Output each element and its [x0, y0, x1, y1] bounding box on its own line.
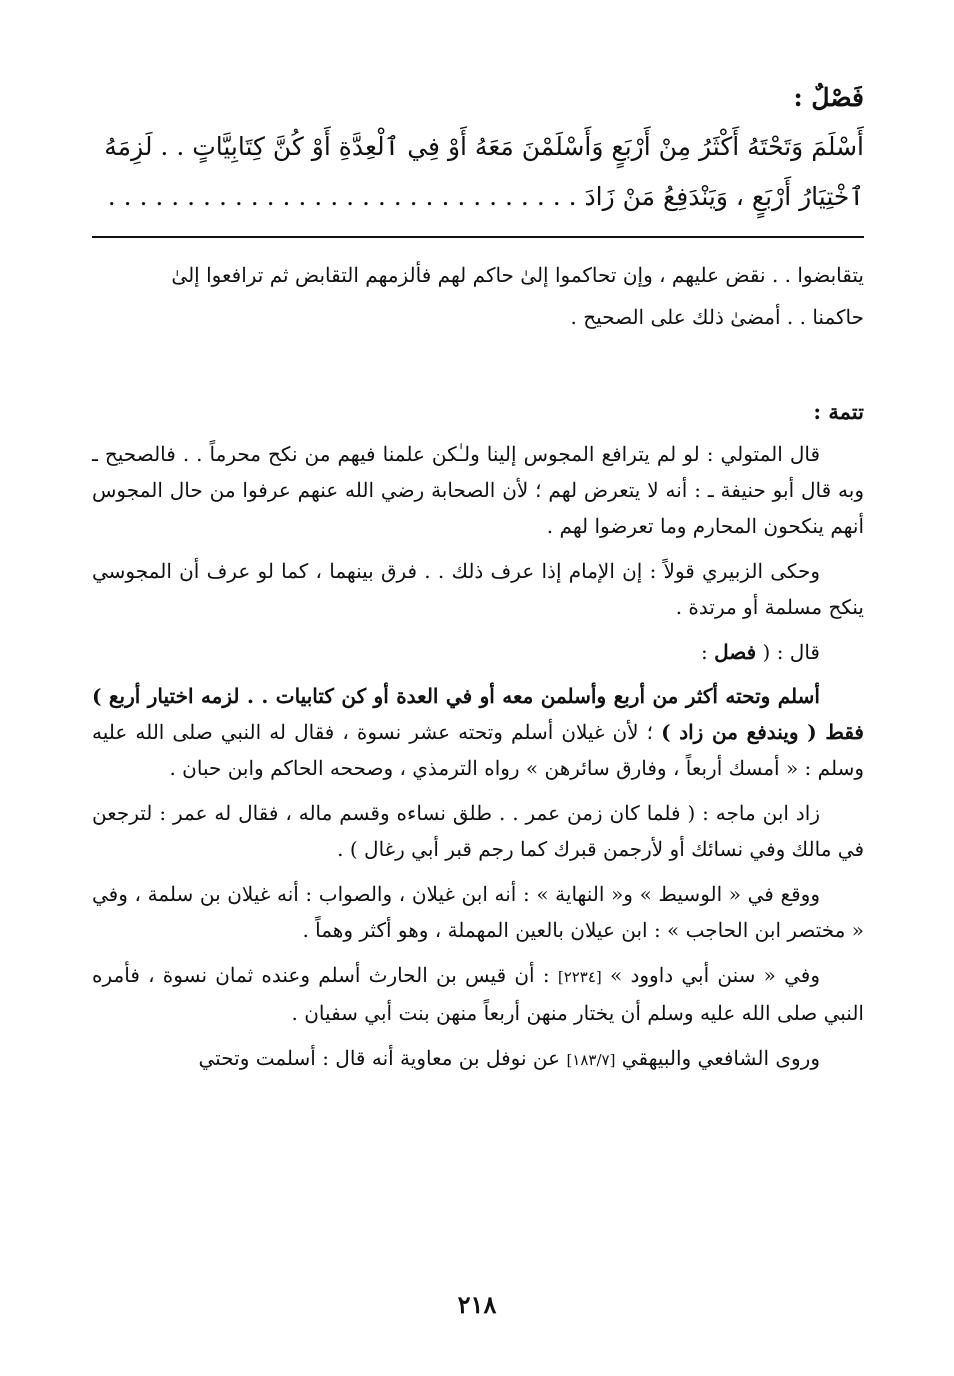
qala-prefix: قال : ( — [762, 640, 820, 664]
sharh-paragraph-1 — [92, 678, 864, 786]
sharh-p5-text-b: عن نوفل بن معاوية أنه قال : أسلمت وتحتي — [198, 1046, 561, 1070]
tatimma-paragraph-2: وحكى الزبيري قولاً : إن الإمام إذا عرف ذلك . . فرق بينهما ، كما لو عرف أن المجوسي ينكح مسلمة أو مرتدة . — [92, 559, 864, 619]
qala-line — [92, 634, 864, 670]
volume-page-reference: [١٨٣/٧] — [566, 1051, 616, 1069]
tatimma-paragraph-1: قال المتولي : لو لم يترافع المجوس إلينا ولـٰكن علمنا فيهم من نكح محرماً . . فالصحيح ـ وبه قال أبو حنيفة ـ : أنه لا يتعرض لهم ؛ لأن الصحابة رضي الله عنهم عرفوا من حال المجوس أنهم ينكحون المحارم وما تعرضوا لهم . — [92, 442, 864, 538]
sharh-p5-text-a: وروى الشافعي والبيهقي — [621, 1046, 820, 1070]
page-body — [92, 80, 864, 1087]
page-number: ٢١٨ — [457, 1290, 497, 1319]
qala-suffix: : — [701, 640, 708, 664]
sharh-p4-text-a: وفي « سنن أبي داوود » — [610, 963, 821, 987]
matn-line-2: ٱخْتِيَارُ أَرْبَعٍ ، وَيَنْدَفِعُ مَنْ زَادَ . . . . . . . . . . . . . . . . . . . . . . . . . . . . . . — [107, 182, 864, 211]
sharh-paragraph-4 — [92, 957, 864, 1031]
matn-line-1: أَسْلَمَ وَتَحْتَهُ أَكْثَرُ مِنْ أَرْبَعٍ وَأَسْلَمْنَ مَعَهُ أَوْ فِي ٱلْعِدَّةِ أَوْ كُنَّ كِتَابِيَّاتٍ . . لَزِمَهُ — [104, 132, 864, 161]
sharh-paragraph-3: ووقع في « الوسيط » و« النهاية » : أنه ابن غيلان ، والصواب : أنه غيلان بن سلمة ، وفي « مختصر ابن الحاجب » : ابن عيلان بالعين المهملة ، وهو أكثر وهماً . — [92, 882, 864, 942]
matn-divider — [92, 236, 864, 238]
previous-text-line-2: حاكمنا . . أمضىٰ ذلك على الصحيح . — [570, 305, 864, 329]
qala-word: فصل — [714, 640, 757, 664]
sharh-paragraph-5 — [92, 1040, 864, 1078]
sharh-p4-text-b: : أن قيس بن الحارث أسلم وعنده ثمان نسوة ، فأمره النبي صلى الله عليه وسلم أن يختار منهن أربعاً منهن بنت أبي سفيان . — [92, 963, 864, 1025]
sharh-quoted-matn: أسلم وتحته أكثر من أربع وأسلمن معه أو في العدة أو كن كتابيات . . لزمه اختيار أربع ) فقط ( ويندفع من زاد ) — [92, 684, 864, 744]
previous-text-line-1: يتقابضوا . . نقض عليهم ، وإن تحاكموا إلىٰ حاكم لهم فألزمهم التقابض ثم ترافعوا إلىٰ — [171, 263, 864, 287]
matn-heading: فَصْلٌ : — [793, 83, 864, 112]
sharh-commentary: ؛ لأن غيلان أسلم وتحته عشر نسوة ، فقال له النبي صلى الله عليه وسلم : « أمسك أربعاً ، وفارق سائرهن » رواه الترمذي ، وصححه الحاكم وابن حبان . — [92, 720, 864, 780]
sharh-paragraph-2: زاد ابن ماجه : ( فلما كان زمن عمر . . طلق نساءه وقسم ماله ، فقال له عمر : لترجعن في مالك وفي نسائك أو لأرجمن قبرك كما رجم قبر أبي رغال ) . — [92, 801, 864, 861]
tatimma-heading: تتمة : — [813, 399, 864, 424]
hadith-reference: [٢٢٣٤] — [557, 968, 602, 986]
